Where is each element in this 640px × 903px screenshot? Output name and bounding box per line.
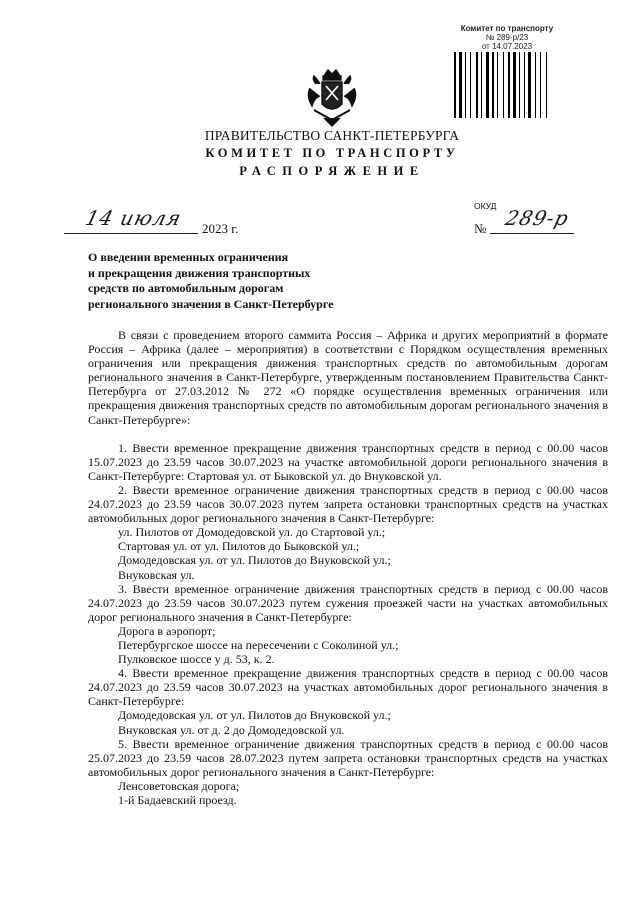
stamp-line-2: № 289-р/23 [485, 33, 529, 42]
subject-line: регионального значения в Санкт-Петербурге [88, 296, 334, 311]
item-3-paragraph: 3. Ввести временное ограничение движения транспортных средств в период с 00.00 часов 24.07.2023 до 23.59 часов 30.07.2023 путем сужения проезжей части на участках автомобильных дорог регионального значения в Санкт-Петербурге: [88, 581, 608, 624]
committee-title: КОМИТЕТ ПО ТРАНСПОРТУ [205, 146, 459, 160]
okud-label: ОКУД [474, 201, 497, 211]
registration-stamp [448, 24, 566, 51]
item-5-paragraph: 5. Ввести временное ограничение движения транспортных средств в период с 00.00 часов 25.07.2023 до 23.59 часов 28.07.2023 путем запрета остановки транспортных средств на участках автомобильных дорог регионального значения в Санкт-Петербурге: [88, 736, 608, 779]
list-item: ул. Пилотов от Домодедовской ул. до Стартовой ул.; [118, 525, 386, 540]
government-title: ПРАВИТЕЛЬСТВО САНКТ-ПЕТЕРБУРГА [204, 128, 460, 143]
barcode-icon [452, 52, 562, 118]
item-2-paragraph: 2. Ввести временное ограничение движения транспортных средств в период с 00.00 часов 24.07.2023 до 23.59 часов 30.07.2023 путем запрета остановки транспортных средств на участках автомобильных дорог регионального значения в Санкт-Петербурге: [88, 482, 608, 526]
number-sign: № [474, 221, 487, 236]
coat-of-arms-icon [304, 66, 360, 134]
item-4-paragraph: 4. Ввести временное прекращение движения транспортных средств в период с 00.00 часов 24.07.2023 до 23.59 часов 30.07.2023 на участках автомобильных дорог регионального значения в Санкт-Петербурге: [88, 666, 608, 709]
subject-line: и прекращения движения транспортных [88, 265, 311, 280]
subject-line: О введении временных ограничения [88, 250, 289, 264]
list-item: Пулковское шоссе у д. 53, к. 2. [118, 652, 275, 667]
list-item: Ленсоветовская дорога; [118, 778, 240, 793]
list-item: Стартовая ул. от ул. Пилотов до Быковской ул.; [118, 539, 360, 554]
preamble-paragraph: В связи с проведением второго саммита Россия – Африка и других мероприятий в формате Россия – Африка (далее – мероприятия) в соответствии с Порядком осуществления временных ограничения или прекращения движения транспортных средств по автомобильным дорогам регионального значения в Санкт-Петербурге, утвержденным постановлением Правительства Санкт-Петербурга от 27.03.2012 № 272 «О порядке осуществления временных ограничения или прекращения движения транспортных средств по автомобильным дорогам регионального значения в Санкт-Петербурге»: [88, 328, 608, 427]
list-item: Домодедовская ул. от ул. Пилотов до Внуковской ул.; [118, 553, 391, 568]
list-item: Внуковская ул. от д. 2 до Домодедовской ул. [118, 722, 345, 737]
number-handwritten: 289-р [503, 206, 572, 230]
subject-block [88, 250, 348, 312]
date-year: 2023 г. [202, 221, 239, 236]
stamp-line-3: от 14.07.2023 [481, 42, 533, 51]
list-item: Петербургское шоссе на пересечении с Соколиной ул.; [118, 637, 399, 652]
item-1-paragraph: 1. Ввести временное прекращение движения транспортных средств в период с 00.00 часов 15.07.2023 до 23.59 часов 30.07.2023 на участке автомобильной дороги регионального значения в Санкт-Петербурге: Стартовая ул. от Быковской ул. до Внуковской ул. [88, 440, 608, 483]
subject-line: средств по автомобильным дорогам [88, 281, 284, 295]
list-item: 1-й Бадаевский проезд. [118, 793, 237, 807]
date-handwritten: 14 июля [83, 206, 185, 230]
document-type: РАСПОРЯЖЕНИЕ [239, 164, 425, 178]
list-item: Внуковская ул. [118, 567, 195, 582]
document-body [88, 328, 608, 807]
list-item: Дорога в аэропорт; [118, 623, 216, 638]
list-item: Домодедовская ул. от ул. Пилотов до Внуковской ул.; [118, 708, 391, 723]
stamp-line-1: Комитет по транспорту [460, 24, 554, 33]
